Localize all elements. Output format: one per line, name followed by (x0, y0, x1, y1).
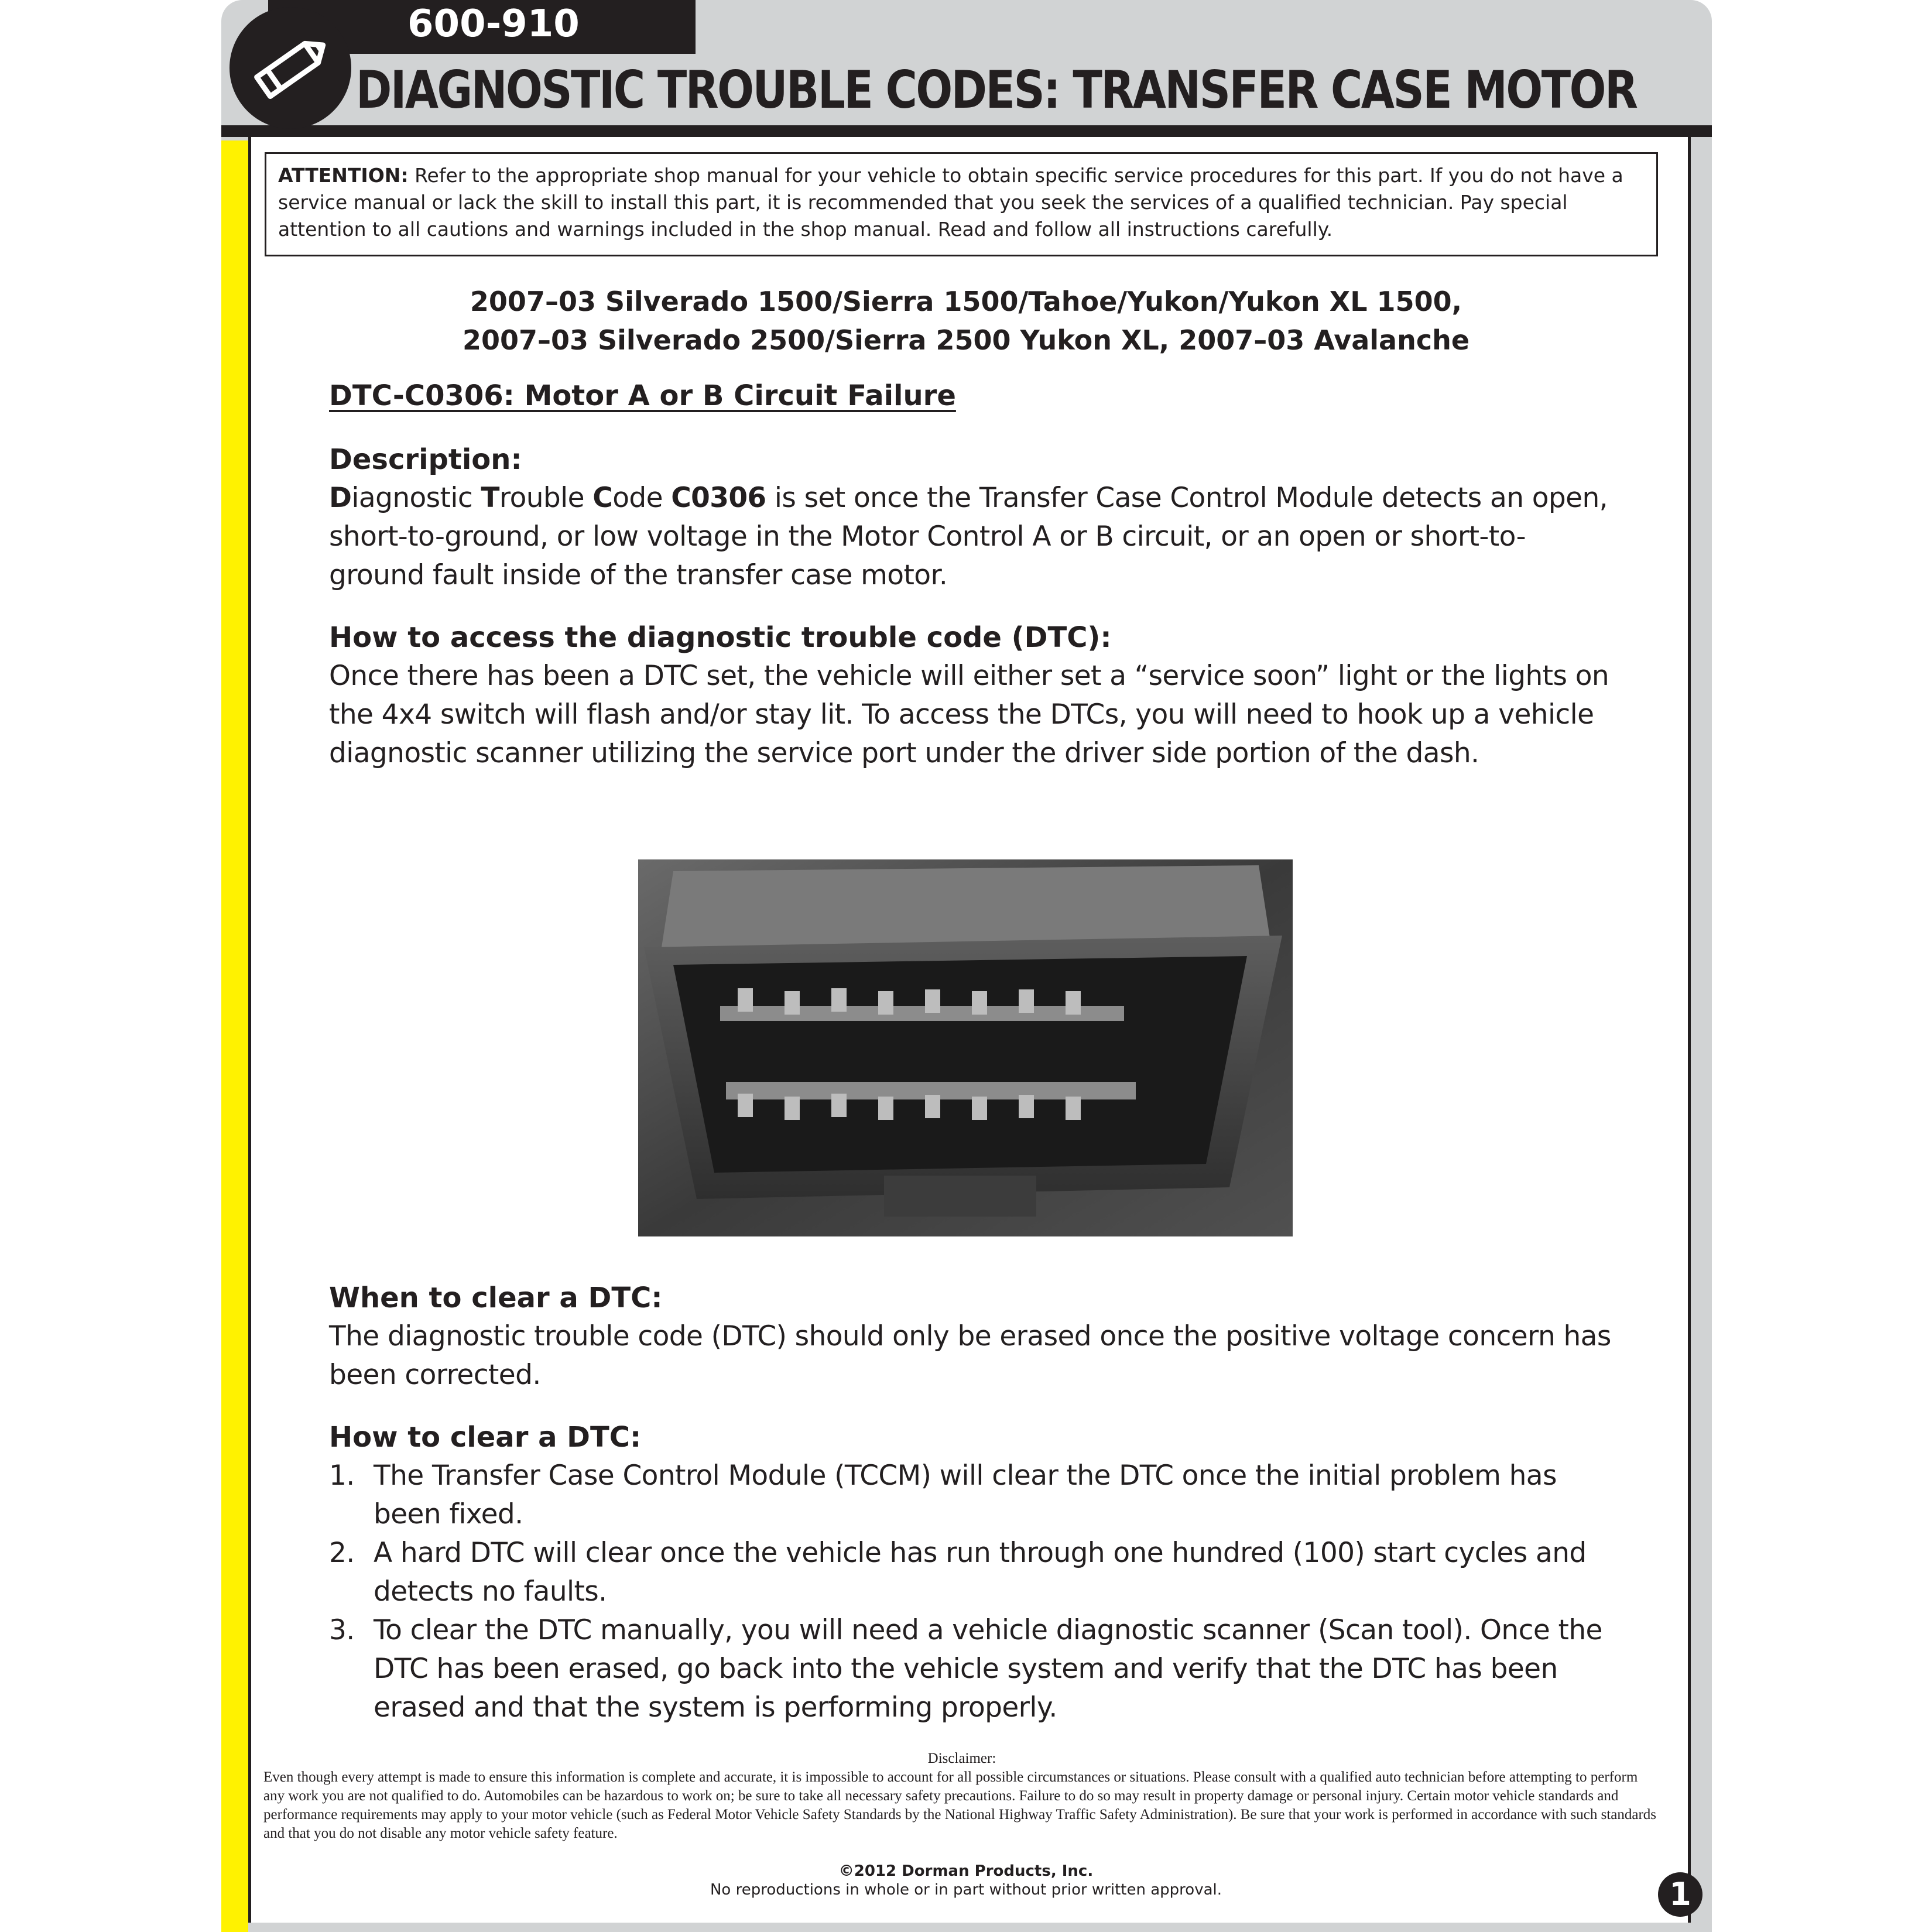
when-clear-text: The diagnostic trouble code (DTC) should only be erased once the positive voltage concern has been corrected. (329, 1320, 1611, 1391)
access-section (329, 618, 1617, 773)
copyright (527, 1862, 1405, 1899)
pencil-icon (229, 7, 351, 129)
disclaimer-title: Disclaimer: (927, 1751, 996, 1766)
how-clear-section (329, 1418, 1617, 1727)
when-clear-heading: When to clear a DTC: (329, 1282, 663, 1314)
document-title: DIAGNOSTIC TROUBLE CODES: TRANSFER CASE MOTOR (356, 60, 1637, 120)
how-clear-heading: How to clear a DTC: (329, 1421, 642, 1454)
dtc-code-heading: DTC-C0306: Motor A or B Circuit Failure (329, 379, 956, 412)
description-text: Diagnostic Trouble Code C0306 is set once the Transfer Case Control Module detects an open, short-to-ground, or low voltage in the Motor Control A or B circuit, or an open or short-to-ground fault inside of the transfer case motor. (329, 482, 1608, 591)
attention-text: Refer to the appropriate shop manual for your vehicle to obtain specific service procedures for this part. If you do not have a service manual or lack the skill to install this part, it is recommended that you seek the services of a qualified technician. Pay special attention to all cautions and warnings included in the shop manual. Read and follow all instructions carefully. (278, 164, 1623, 241)
yellow-side-bar (221, 141, 248, 1932)
access-heading: How to access the diagnostic trouble code (DTC): (329, 621, 1112, 654)
copyright-line: ©2012 Dorman Products, Inc. (838, 1862, 1094, 1880)
diagnostic-port-photo (638, 859, 1293, 1236)
part-number: 600-910 (407, 2, 580, 46)
models-line-2: 2007–03 Silverado 2500/Sierra 2500 Yukon XL, 2007–03 Avalanche (462, 324, 1470, 356)
vehicle-models (316, 282, 1616, 359)
attention-box (265, 152, 1658, 256)
header-rule (221, 125, 1712, 137)
reproduction-notice: No reproductions in whole or in part without prior written approval. (710, 1881, 1222, 1899)
attention-label: ATTENTION: (278, 164, 409, 187)
description-heading: Description: (329, 443, 522, 476)
clear-step: 2. A hard DTC will clear once the vehicle has run through one hundred (100) start cycles and detects no faults. (329, 1537, 1587, 1608)
clear-steps-list (329, 1457, 1617, 1727)
clear-step: 1. The Transfer Case Control Module (TCCM) will clear the DTC once the initial problem has been fixed. (329, 1460, 1557, 1530)
when-clear-section (329, 1279, 1617, 1395)
access-text: Once there has been a DTC set, the vehicle will either set a “service soon” light or the lights on the 4x4 switch will flash and/or stay lit. To access the DTCs, you will need to hook up a vehicle diagnostic scanner utilizing the service port under the driver side portion of the dash. (329, 660, 1609, 769)
models-line-1: 2007–03 Silverado 1500/Sierra 1500/Tahoe/Yukon/Yukon XL 1500, (470, 286, 1462, 317)
page-number: 1 (1658, 1872, 1703, 1917)
disclaimer (263, 1749, 1660, 1843)
description-section (329, 440, 1617, 595)
clear-step: 3. To clear the DTC manually, you will need a vehicle diagnostic scanner (Scan tool). Once the DTC has been erased, go back into the vehicle system and verify that the DTC has been erased and that the system is performing properly. (329, 1614, 1602, 1724)
disclaimer-text: Even though every attempt is made to ensure this information is complete and accurate, it is impossible to account for all possible circumstances or situations. Please consult with a qualified auto technician before attempting to perform any work you are not qualified to do. Automobiles can be hazardous to work on; be sure to take all necessary safety precautions. Failure to do so may result in property damage or personal injury. Certain motor vehicle standards and performance requirements may apply to your motor vehicle (such as Federal Motor Vehicle Safety Standards by the National Highway Traffic Safety Administration). Be sure that your work is performed in accordance with such standards and that you do not disable any motor vehicle safety feature. (263, 1769, 1656, 1841)
